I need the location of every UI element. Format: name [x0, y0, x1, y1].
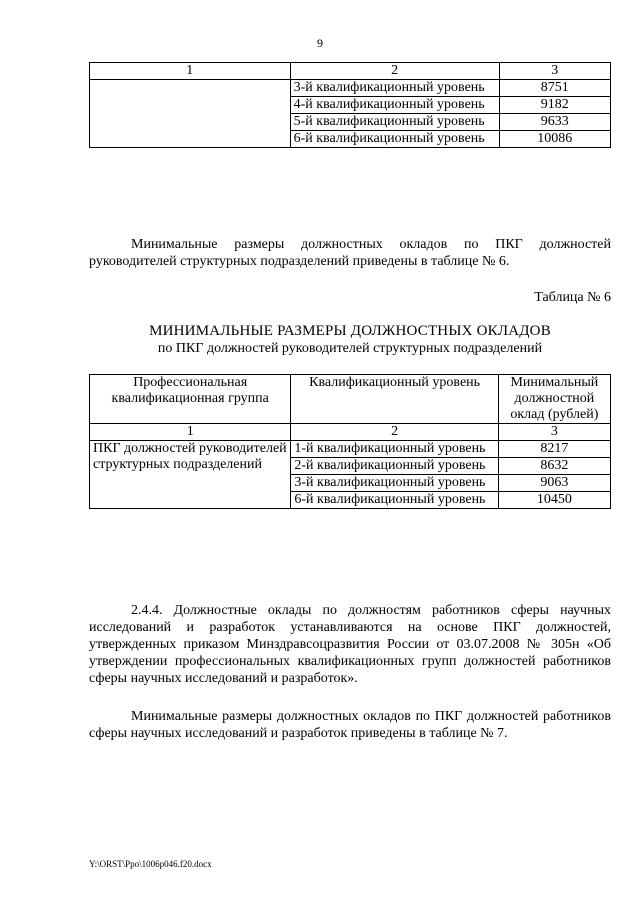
table-title-line2: по ПКГ должностей руководителей структурных подразделений	[157, 341, 543, 356]
level-cell: 4-й квалификационный уровень	[290, 97, 499, 114]
paragraph-table6-intro: Минимальные размеры должностных окладов по ПКГ должностей руководителей структурных подразделений приведены в таблице № 6.	[89, 237, 611, 269]
salary-cell: 8632	[498, 458, 610, 475]
column-header: Профессиональная квалификационная группа	[90, 375, 291, 424]
footer-file-path: Y:\ORST\Ppo\1006p046.f20.docx	[89, 859, 212, 869]
column-number: 1	[90, 63, 291, 80]
group-cell: ПКГ должностей руководителей структурных подразделений	[90, 441, 291, 509]
level-cell: 5-й квалификационный уровень	[290, 114, 499, 131]
level-cell: 6-й квалификационный уровень	[290, 131, 499, 148]
salary-cell: 9633	[499, 114, 610, 131]
column-number: 3	[498, 424, 610, 441]
salary-table-6	[89, 374, 611, 509]
paragraph-2-4-4: 2.4.4. Должностные оклады по должностям работников сферы научных исследований и разработок устанавливаются на основе ПКГ должностей, утвержденных приказом Минздравсоцразвития России от 03.07.2008 № 305н «Об утверждении профессиональных квалификационных групп должностей работников сферы научных исследований и разработок».	[89, 603, 611, 686]
salary-cell: 10086	[499, 131, 610, 148]
column-number-row	[90, 424, 611, 441]
table-row	[90, 441, 611, 458]
salary-cell: 9182	[499, 97, 610, 114]
page-number: 9	[317, 36, 323, 50]
column-number-row	[90, 63, 611, 80]
salary-table-continued	[89, 62, 611, 148]
salary-cell: 8217	[498, 441, 610, 458]
salary-cell: 9063	[498, 475, 610, 492]
column-number: 1	[90, 424, 291, 441]
level-cell: 2-й квалификационный уровень	[291, 458, 498, 475]
paragraph-table7-intro: Минимальные размеры должностных окладов по ПКГ должностей работников сферы научных исследований и разработок приведены в таблице № 7.	[89, 709, 611, 741]
column-number: 2	[290, 63, 499, 80]
level-cell: 1-й квалификационный уровень	[291, 441, 498, 458]
column-header: Минимальный должностной оклад (рублей)	[498, 375, 610, 424]
table-title-line1: МИНИМАЛЬНЫЕ РАЗМЕРЫ ДОЛЖНОСТНЫХ ОКЛАДОВ	[149, 323, 551, 339]
header-row	[90, 375, 611, 424]
column-number: 2	[291, 424, 498, 441]
salary-cell: 8751	[499, 80, 610, 97]
group-cell	[90, 80, 291, 148]
table-label: Таблица № 6	[534, 290, 611, 305]
level-cell: 6-й квалификационный уровень	[291, 492, 498, 509]
column-number: 3	[499, 63, 610, 80]
table-title	[89, 322, 611, 358]
level-cell: 3-й квалификационный уровень	[290, 80, 499, 97]
level-cell: 3-й квалификационный уровень	[291, 475, 498, 492]
salary-cell: 10450	[498, 492, 610, 509]
table-row	[90, 80, 611, 97]
column-header: Квалификационный уровень	[291, 375, 498, 424]
